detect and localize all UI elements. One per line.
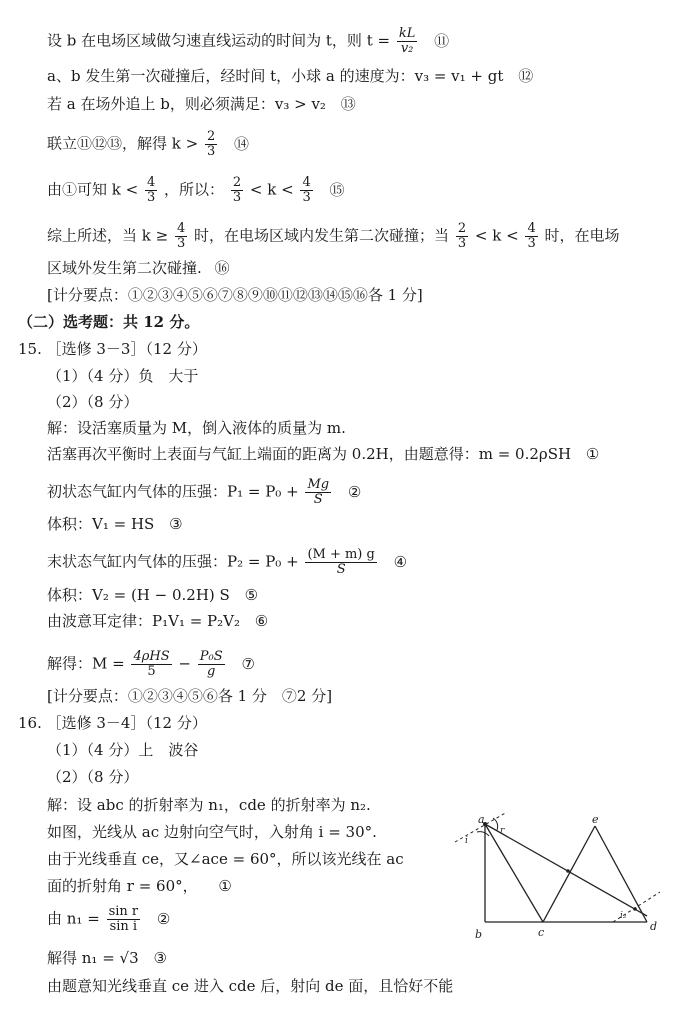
label-e: e xyxy=(592,813,599,826)
num: 2 xyxy=(232,175,242,190)
line-27: 由于光线垂直 ce，又∠ace = 60°，所以该光线在 ac xyxy=(47,850,404,868)
line-8: [计分要点：①②③④⑤⑥⑦⑧⑨⑩⑪⑫⑬⑭⑮⑯各 1 分] xyxy=(47,286,423,304)
line-6 xyxy=(47,222,620,251)
num: 4 xyxy=(146,175,156,190)
line-25: 解：设 abc 的折射率为 n₁，cde 的折射率为 n₂. xyxy=(47,796,371,814)
line-7 xyxy=(47,258,230,278)
fraction xyxy=(456,222,468,251)
label-a: a xyxy=(478,813,485,826)
eq-tag: ① xyxy=(218,877,232,895)
text: 末状态气缸内气体的压强：P₂ = P₀ + xyxy=(47,552,299,571)
fraction xyxy=(300,176,312,205)
line-19 xyxy=(47,611,268,631)
label-i2: i₂ xyxy=(620,911,627,921)
num: 2 xyxy=(206,129,216,144)
eq-tag: ⑯ xyxy=(214,259,230,277)
text: 区域外发生第二次碰撞. xyxy=(47,259,202,277)
section-heading: （二）选考题：共 12 分。 xyxy=(18,313,200,331)
eq-tag: ④ xyxy=(393,552,408,571)
line-18 xyxy=(47,585,258,605)
eq-tag: ⑫ xyxy=(518,67,534,85)
text: a、b 发生第一次碰撞后，经时间 t，小球 a 的速度为：v₃ = v₁ + gt xyxy=(47,67,504,85)
fraction xyxy=(145,176,157,205)
num: Mg xyxy=(307,477,330,492)
line-28 xyxy=(47,876,232,896)
text: 活塞再次平衡时上表面与气缸上端面的距离为 0.2H，由题意得：m = 0.2ρSH xyxy=(47,445,572,463)
eq-tag: ⑪ xyxy=(434,31,450,50)
text: 体积：V₂ = (H − 0.2H) S xyxy=(47,586,230,604)
den: g xyxy=(207,664,216,679)
label-d: d xyxy=(650,920,658,933)
den: 3 xyxy=(232,190,242,205)
text: 由波意耳定律：P₁V₁ = P₂V₂ xyxy=(47,612,241,630)
line-3 xyxy=(47,94,356,114)
den: 3 xyxy=(206,144,216,159)
num: sin r xyxy=(108,904,139,919)
text: < k < xyxy=(474,226,519,245)
num: 4 xyxy=(527,221,536,236)
text: 由①可知 k < xyxy=(47,180,139,199)
eq-tag: ⑮ xyxy=(329,180,345,199)
line-26: 如图，光线从 ac 边射向空气时，入射角 i = 30°. xyxy=(47,823,377,841)
text: − xyxy=(178,654,191,673)
line-29 xyxy=(47,905,170,934)
text: ，所以： xyxy=(164,180,225,199)
line-15 xyxy=(47,478,361,507)
line-2 xyxy=(47,66,533,86)
line-20 xyxy=(47,650,255,679)
num: kL xyxy=(398,26,416,41)
point-mid xyxy=(566,869,570,873)
line-14 xyxy=(47,444,599,464)
line-4 xyxy=(47,130,249,159)
line-16 xyxy=(47,514,183,534)
label-c: c xyxy=(538,926,545,939)
fraction xyxy=(198,650,225,679)
line-17 xyxy=(47,548,407,577)
point-d-ray xyxy=(633,907,637,911)
line-13: 解：设活塞质量为 M，倒入液体的质量为 m. xyxy=(47,419,346,437)
text: 解得：M = xyxy=(47,654,125,673)
edge-ed xyxy=(595,826,647,922)
edge-ac xyxy=(485,824,543,922)
fraction xyxy=(205,130,217,159)
den: 3 xyxy=(302,190,311,205)
line-5 xyxy=(47,176,345,205)
den: 3 xyxy=(146,190,156,205)
text: < k < xyxy=(249,180,294,199)
text: 解得 n₁ = √3 xyxy=(47,949,139,967)
eq-tag: ⑥ xyxy=(254,612,269,630)
eq-tag: ③ xyxy=(153,949,167,967)
line-10: 15. ［选修 3－3］（12 分） xyxy=(18,340,207,358)
optics-figure xyxy=(445,812,675,942)
den: S xyxy=(313,492,323,507)
den: 5 xyxy=(147,664,156,679)
line-23: （1）（4 分）上 波谷 xyxy=(47,741,199,759)
text: 时，在电场 xyxy=(544,226,620,245)
eq-tag: ⑤ xyxy=(244,586,259,604)
eq-tag: ③ xyxy=(169,515,183,533)
num: 2 xyxy=(457,221,467,236)
line-22: 16. ［选修 3－4］（12 分） xyxy=(18,714,207,732)
num: P₀S xyxy=(199,649,223,664)
label-r: r xyxy=(500,826,505,836)
den: sin i xyxy=(109,919,138,934)
den: S xyxy=(336,562,346,577)
eq-tag: ① xyxy=(585,445,600,463)
num: 4ρHS xyxy=(133,649,170,664)
line-12: （2）（8 分） xyxy=(47,393,139,411)
fraction xyxy=(397,27,418,56)
text: 体积：V₁ = HS xyxy=(47,515,155,533)
den: v₂ xyxy=(400,41,414,56)
fraction xyxy=(525,222,537,251)
label-b: b xyxy=(475,928,483,941)
label-i: i xyxy=(465,836,468,846)
line-11: （1）（4 分）负 大于 xyxy=(47,367,199,385)
line-30 xyxy=(47,948,167,968)
text: 设 b 在电场区域做匀速直线运动的时间为 t，则 t = xyxy=(47,31,391,50)
text: 初状态气缸内气体的压强：P₁ = P₀ + xyxy=(47,482,299,501)
line-24: （2）（8 分） xyxy=(47,768,139,786)
text: 由 n₁ = xyxy=(47,909,100,928)
den: 3 xyxy=(457,236,467,251)
line-31: 由题意知光线垂直 ce 进入 cde 后，射向 de 面，且恰好不能 xyxy=(47,977,454,995)
eq-tag: ⑭ xyxy=(234,134,250,153)
fraction xyxy=(305,478,331,507)
fraction xyxy=(107,905,141,934)
fraction xyxy=(231,176,243,205)
num: 4 xyxy=(176,221,186,236)
eq-tag: ⑦ xyxy=(241,654,255,673)
line-21: [计分要点：①②③④⑤⑥各 1 分 ⑦2 分] xyxy=(47,687,333,705)
edge-ce xyxy=(543,826,595,922)
eq-tag: ② xyxy=(156,909,171,928)
line-1 xyxy=(47,27,449,56)
den: 3 xyxy=(527,236,536,251)
text: 若 a 在场外追上 b，则必须满足：v₃ > v₂ xyxy=(47,95,326,113)
angle-arc-i xyxy=(477,832,489,836)
num: 4 xyxy=(302,175,311,190)
text: 综上所述，当 k ≥ xyxy=(47,226,169,245)
fraction xyxy=(305,548,376,577)
fraction xyxy=(175,222,187,251)
text: 联立⑪⑫⑬，解得 k > xyxy=(47,134,199,153)
light-ray xyxy=(485,824,647,916)
den: 3 xyxy=(176,236,186,251)
text: 时，在电场区域内发生第二次碰撞；当 xyxy=(194,226,450,245)
eq-tag: ⑬ xyxy=(340,95,356,113)
eq-tag: ② xyxy=(347,482,362,501)
text: 面的折射角 r = 60°， xyxy=(47,877,198,895)
fraction xyxy=(131,650,171,679)
num: (M + m) g xyxy=(307,547,375,562)
